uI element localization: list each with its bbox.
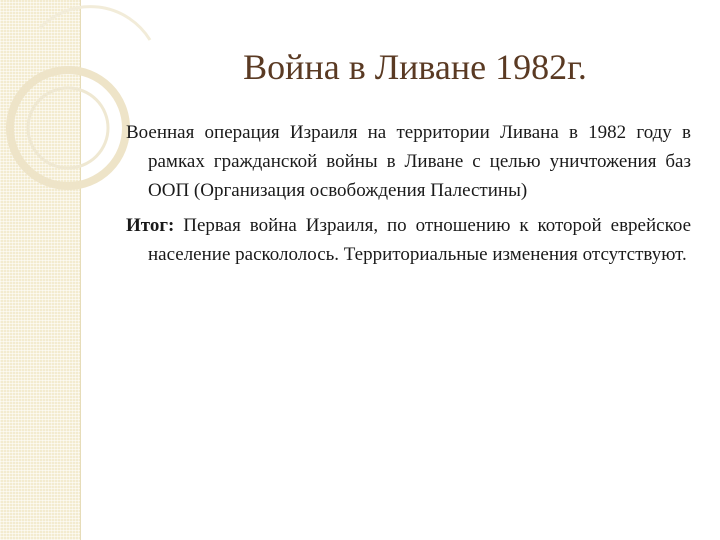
paragraph-result	[126, 211, 691, 269]
paragraph-operation-text: Военная операция Израиля на территории Ливана в 1982 году в рамках гражданской войны в Ливане с целью уничтожения баз ООП (Организация освобождения Палестины)	[126, 122, 691, 201]
result-text: Первая война Израиля, по отношению к которой еврейское население раскололось. Территориальные изменения отсутствуют.	[148, 215, 692, 265]
paragraph-operation	[126, 118, 691, 205]
decorative-arc	[40, 7, 150, 40]
decorative-ring-inner	[28, 88, 108, 168]
slide-body	[126, 118, 691, 275]
slide-title: Война в Ливане 1982г.	[243, 47, 587, 87]
result-label: Итог:	[126, 215, 175, 236]
